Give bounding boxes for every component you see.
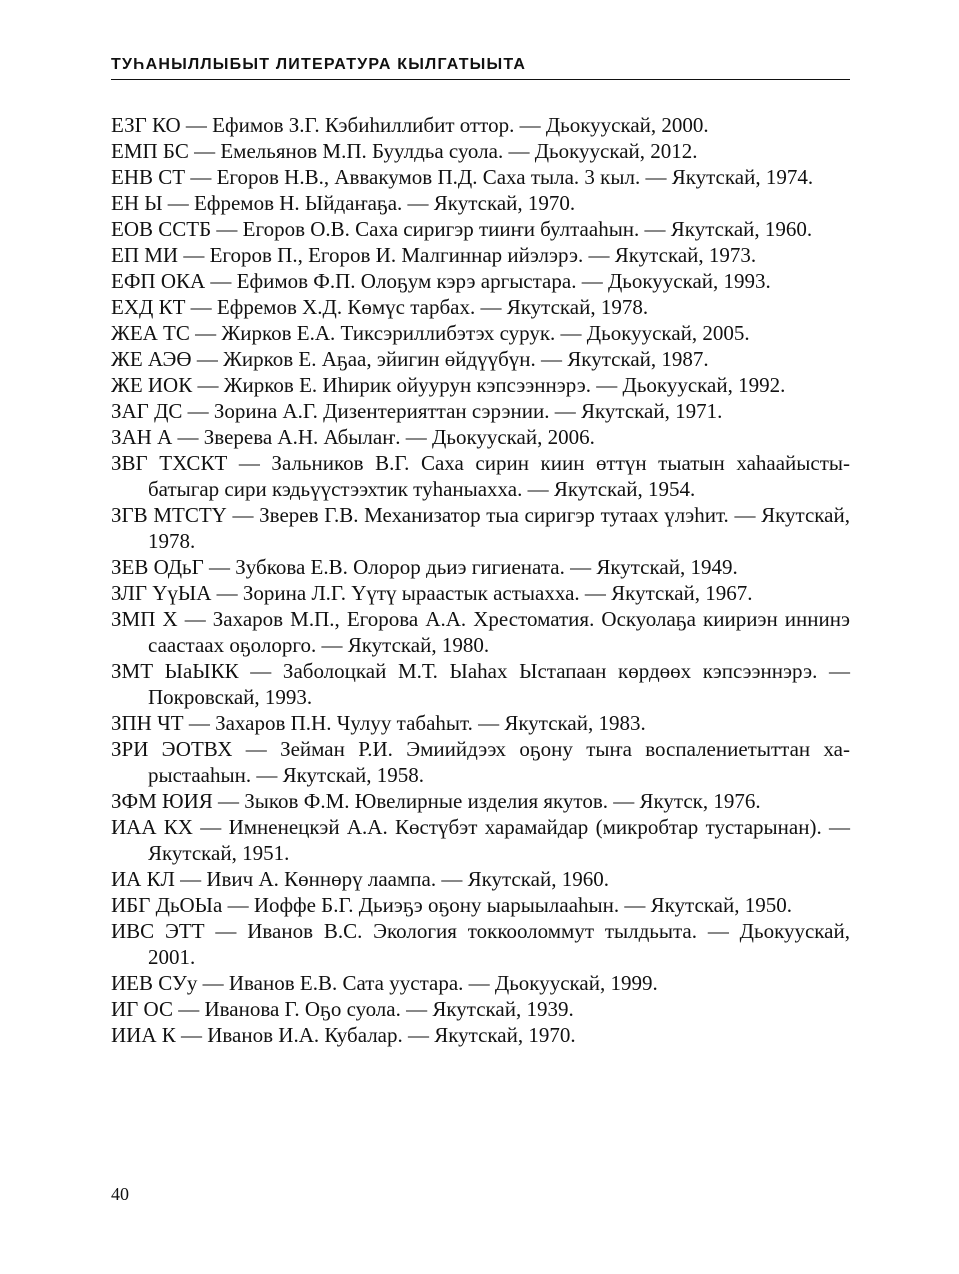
list-item: ЕНВ СТ — Егоров Н.В., Аввакумов П.Д. Саха тыла. 3 кыл. — Якутскай, 1974.	[111, 165, 814, 189]
list-item: ЗАГ ДС — Зорина А.Г. Дизентерияттан сэрэнии. — Якутскай, 1971.	[111, 399, 723, 423]
list-item: ЕОВ ССТБ — Егоров О.В. Саха сиригэр тииҥи бултааһын. — Якутскай, 1960.	[111, 217, 813, 241]
list-item: ЕН Ы — Ефремов Н. Ыйдаҥаҕа. — Якутскай, 1970.	[111, 191, 576, 215]
list-item: ЗЛГ ҮүЫА — Зорина Л.Г. Үүтү ыраастык астыахха. — Якутскай, 1967.	[111, 581, 753, 605]
list-item: ЗМТ ЫаЫКК — Заболоцкай М.Т. Ыаһах Ыстапаан көрдөөх кэпсээннэрэ. — Покровскай, 1993.	[111, 659, 850, 709]
list-item: ЗФМ ЮИЯ — Зыков Ф.М. Ювелирные изделия якутов. — Якутск, 1976.	[111, 789, 761, 813]
list-item: ЕМП БС — Емельянов М.П. Буулдьа суола. — Дьокуускай, 2012.	[111, 139, 698, 163]
list-item: ЗРИ ЭОТВХ — Зейман Р.И. Эмиийдээх оҕону тыҥа воспалениетыттан харыстааһын. — Якутскай, 1958.	[111, 737, 850, 787]
list-item: ЕЗГ КО — Ефимов З.Г. Кэбиһиллибит оттор. — Дьокуускай, 2000.	[111, 113, 709, 137]
running-header: ТУҺАНЫЛЛЫБЫТ ЛИТЕРАТУРА КЫЛГАТЫЫТА	[111, 56, 527, 73]
page-number: 40	[111, 1184, 129, 1204]
abbreviation-list	[111, 112, 850, 1048]
list-item: ЗАН А — Зверева А.Н. Абылаҥ. — Дьокуускай, 2006.	[111, 425, 595, 449]
list-item: ЕП МИ — Егоров П., Егоров И. Малгиннар ийэлэрэ. — Якутскай, 1973.	[111, 243, 757, 267]
list-item: ЖЕ АЭӨ — Жирков Е. Аҕаа, эйигин өйдүүбүн. — Якутскай, 1987.	[111, 347, 709, 371]
header-rule	[111, 79, 850, 80]
list-item: ИА КЛ — Ивич А. Көннөрү лаампа. — Якутскай, 1960.	[111, 867, 609, 891]
list-item: ЖЕА ТС — Жирков Е.А. Тиксэриллибэтэх сурук. — Дьокуускай, 2005.	[111, 321, 750, 345]
list-item: ЗЕВ ОДьГ — Зубкова Е.В. Олорор дьиэ гигиената. — Якутскай, 1949.	[111, 555, 738, 579]
list-item: ЖЕ ИОК — Жирков Е. Иһирик ойуурун кэпсээннэрэ. — Дьокуускай, 1992.	[111, 373, 786, 397]
list-item: ИБГ ДьОЫа — Иоффе Б.Г. Дьиэҕэ оҕону ыарыылааһын. — Якутскай, 1950.	[111, 893, 792, 917]
list-item: ЕХД КТ — Ефремов Х.Д. Көмүс тарбах. — Якутскай, 1978.	[111, 295, 649, 319]
list-item: ЗВГ ТХСКТ — Зальников В.Г. Саха сирин киин өттүн тыатын хаһаайыстыбатыгар сири кэдьүүстээхтик туһаныахха. — Якутскай, 1954.	[111, 451, 850, 501]
list-item: ИВС ЭТТ — Иванов В.С. Экология токкооломмут тылдьыта. — Дьокуускай, 2001.	[111, 919, 850, 969]
list-item: ИЕВ СУу — Иванов Е.В. Сата уустара. — Дьокуускай, 1999.	[111, 971, 658, 995]
list-item: ЗПН ЧТ — Захаров П.Н. Чулуу табаһыт. — Якутскай, 1983.	[111, 711, 646, 735]
list-item: ИГ ОС — Иванова Г. Оҕо суола. — Якутскай, 1939.	[111, 997, 574, 1021]
list-item: ЗМП Х — Захаров М.П., Егорова А.А. Хрестоматия. Оскуолаҕа киириэн иннинэ саастаах оҕолорго. — Якутскай, 1980.	[111, 607, 850, 657]
list-item: ИАА КХ — Имненецкэй А.А. Көстүбэт харамайдар (микробтар тустарынан). — Якутскай, 1951.	[111, 815, 850, 865]
list-item: ИИА К — Иванов И.А. Кубалар. — Якутскай, 1970.	[111, 1023, 576, 1047]
list-item: ЕФП ОКА — Ефимов Ф.П. Олоҕум кэрэ аргыстара. — Дьокуускай, 1993.	[111, 269, 771, 293]
list-item: ЗГВ МТСТҮ — Зверев Г.В. Механизатор тыа сиригэр тутаах үлэһит. — Якутскай, 1978.	[111, 503, 850, 553]
